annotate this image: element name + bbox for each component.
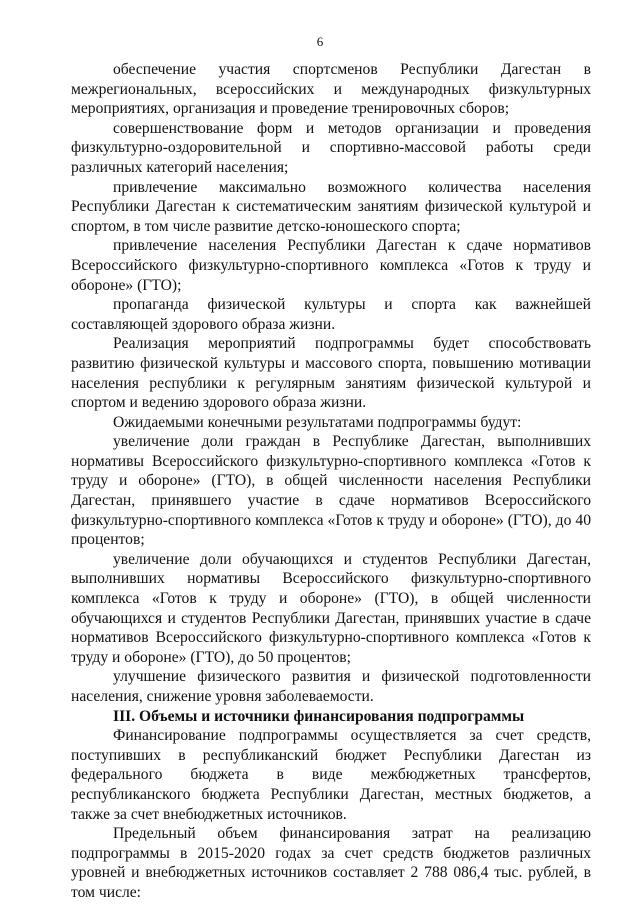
paragraph: совершенствование форм и методов организации и проведения физкультурно-оздоровительной и спортивно-массовой работы среди различных категорий населения;	[71, 119, 591, 176]
paragraph: Ожидаемыми конечными результатами подпрограммы будут:	[113, 413, 522, 431]
paragraph: пропаганда физической культуры и спорта как важнейшей составляющей здорового образа жизни.	[71, 296, 591, 333]
paragraph: Предельный объем финансирования затрат на реализацию подпрограммы в 2015-2020 годах за счет средств бюджетов различных уровней и внебюджетных источников составляет 2 788 086,4 тыс. рублей, в том числе:	[71, 825, 591, 901]
paragraph: обеспечение участия спортсменов Республики Дагестан в межрегиональных, всероссийских и международных физкультурных мероприятиях, организация и проведение тренировочных сборов;	[71, 61, 591, 118]
section-heading: III. Объемы и источники финансирования подпрограммы	[113, 707, 525, 725]
paragraph: Финансирование подпрограммы осуществляется за счет средств, поступивших в республиканский бюджет Республики Дагестан из федерального бюджета в виде межбюджетных трансфертов, республиканского бюджета Республики Дагестан, местных бюджетов, а также за счет внебюджетных источников.	[71, 727, 591, 823]
paragraph: улучшение физического развития и физической подготовленности населения, снижение уровня заболеваемости.	[71, 668, 591, 705]
paragraph: привлечение населения Республики Дагестан к сдаче нормативов Всероссийского физкультурно-спортивного комплекса «Готов к труду и обороне» (ГТО);	[71, 237, 591, 294]
paragraph: Реализация мероприятий подпрограммы будет способствовать развитию физической культуры и массового спорта, повышению мотивации населения республики к регулярным занятиям физической культурой и спортом и ведению здорового образа жизни.	[71, 335, 591, 412]
document-body	[71, 60, 591, 903]
paragraph: увеличение доли обучающихся и студентов Республики Дагестан, выполнивших нормативы Всероссийского физкультурно-спортивного комплекса «Готов к труду и обороне» (ГТО), в общей численности обучающихся и студентов Республики Дагестан, принявших участие в сдаче нормативов Всероссийского физкультурно-спортивного комплекса «Готов к труду и обороне» (ГТО), до 50 процентов;	[71, 550, 591, 666]
paragraph: привлечение максимально возможного количества населения Республики Дагестан к систематическим занятиям физической культурой и спортом, в том числе развитие детско-юношеского спорта;	[71, 178, 591, 235]
paragraph: увеличение доли граждан в Республике Дагестан, выполнивших нормативы Всероссийского физкультурно-спортивного комплекса «Готов к труду и обороне» (ГТО), в общей численности населения Республики Дагестан, принявшего участие в сдаче нормативов Всероссийского физкультурно-спортивного комплекса «Готов к труду и обороне» (ГТО), до 40 процентов;	[71, 433, 591, 549]
page-number: 6	[316, 34, 324, 49]
